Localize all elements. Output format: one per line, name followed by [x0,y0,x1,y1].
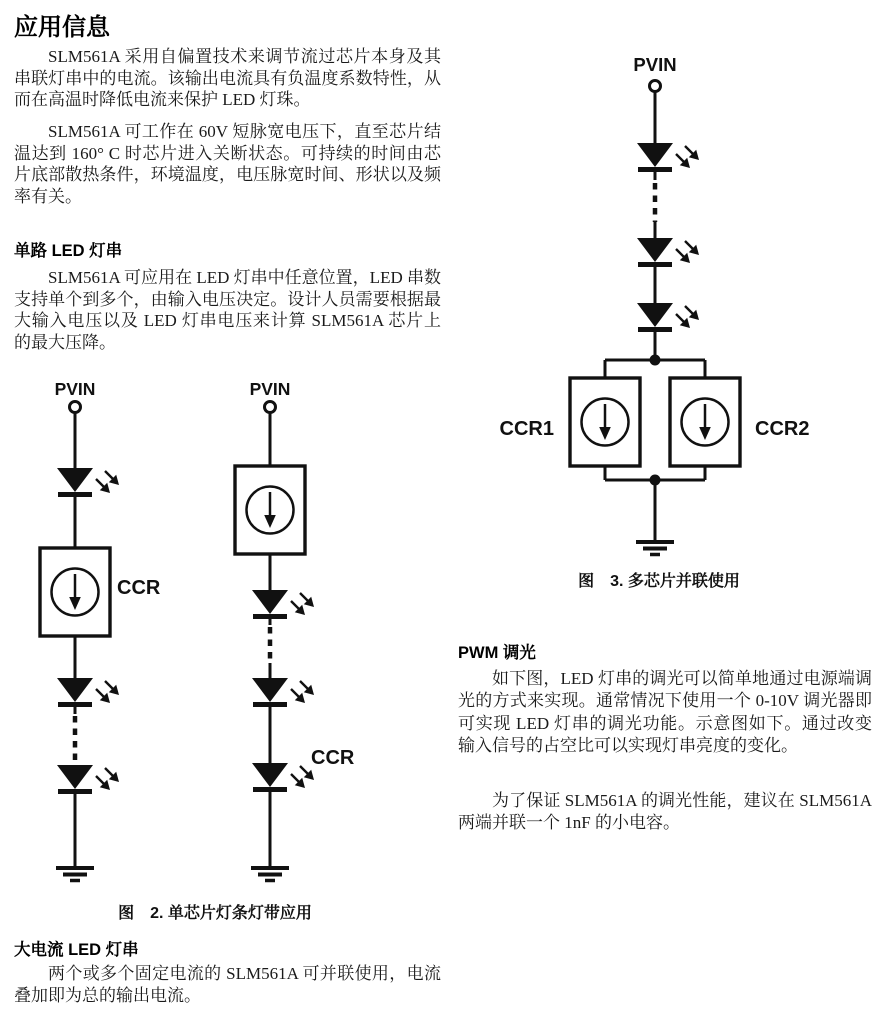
fig3-ccr1-label: CCR1 [499,418,554,440]
figure3-parallel-chips-diagram [458,40,877,562]
fig2-right-ccr-current-source-icon [235,466,305,554]
heading-high-current-led-string: 大电流 LED 灯串 [14,941,139,959]
fig2-right-ground-icon [251,868,289,881]
fig3-ccr2-label: CCR2 [755,418,810,440]
fig2-right-terminal-icon [265,402,276,413]
high-current-paragraph: 两个或多个固定电流的 SLM561A 可并联使用，电流叠加即为总的输出电流。 [14,964,441,1005]
pwm-paragraph-1: 如下图，LED 灯串的调光可以简单地通过电源端调光的方式来实现。通常情况下使用一个 0-10V 调光器即可实现 LED 灯串的调光功能。示意图如下。通过改变输入信号的占空比可以实现灯串亮度的变化。 [458,669,872,756]
fig3-pvin-label: PVIN [633,54,677,75]
fig3-ccr2-current-source-icon [670,378,740,466]
fig3-ccr1-current-source-icon [570,378,640,466]
figure2-caption: 图 2. 单芯片灯条灯带应用 [118,905,312,922]
fig2-right-ccr-label: CCR [311,747,355,769]
fig3-terminal-icon [650,81,661,92]
heading-pwm-dimming: PWM 调光 [458,644,536,662]
fig3-led-icon-3 [637,303,699,332]
fig3-led-icon-2 [637,238,699,267]
fig2-left-ground-icon [56,868,94,881]
fig2-left-pvin-label: PVIN [54,379,96,399]
fig2-left-terminal-icon [70,402,81,413]
single-led-paragraph: SLM561A 可应用在 LED 灯串中任意位置，LED 串数支持单个到多个，由输入电压决定。设计人员需要根据最大输入电压以及 LED 灯串电压来计算 SLM561A 芯片上的最大压降。 [14,268,441,352]
fig2-left-ccr-current-source-icon [40,548,110,636]
figure2-single-chip-strip-diagram [14,372,444,894]
page-title: 应用信息 [14,14,110,41]
fig2-left-led-icon-1 [57,468,119,497]
intro-paragraph-2: SLM561A 可工作在 60V 短脉宽电压下，直至芯片结温达到 160° C 时芯片进入关断状态。可持续的时间由芯片底部散热条件，环境温度，电压脉宽时间、形状以及频率有关。 [14,122,441,206]
fig3-ground-icon [636,542,674,555]
fig2-right-led-icon-2 [252,678,314,707]
fig2-right-led-icon-1 [252,590,314,619]
pwm-paragraph-2: 为了保证 SLM561A 的调光性能，建议在 SLM561A 两端并联一个 1nF 的小电容。 [458,791,872,833]
fig2-left-ccr-label: CCR [117,577,161,599]
heading-single-led-string: 单路 LED 灯串 [14,242,123,260]
fig2-left-led-icon-2 [57,678,119,707]
fig2-left-led-icon-3 [57,765,119,794]
figure3-caption: 图 3. 多芯片并联使用 [578,573,740,590]
fig2-right-pvin-label: PVIN [249,379,291,399]
fig2-right-led-icon-3 [252,763,314,792]
fig3-led-icon-1 [637,143,699,172]
intro-paragraph-1: SLM561A 采用自偏置技术来调节流过芯片本身及其串联灯串中的电流。该输出电流具有负温度系数特性，从而在高温时降低电流来保护 LED 灯珠。 [14,47,441,109]
